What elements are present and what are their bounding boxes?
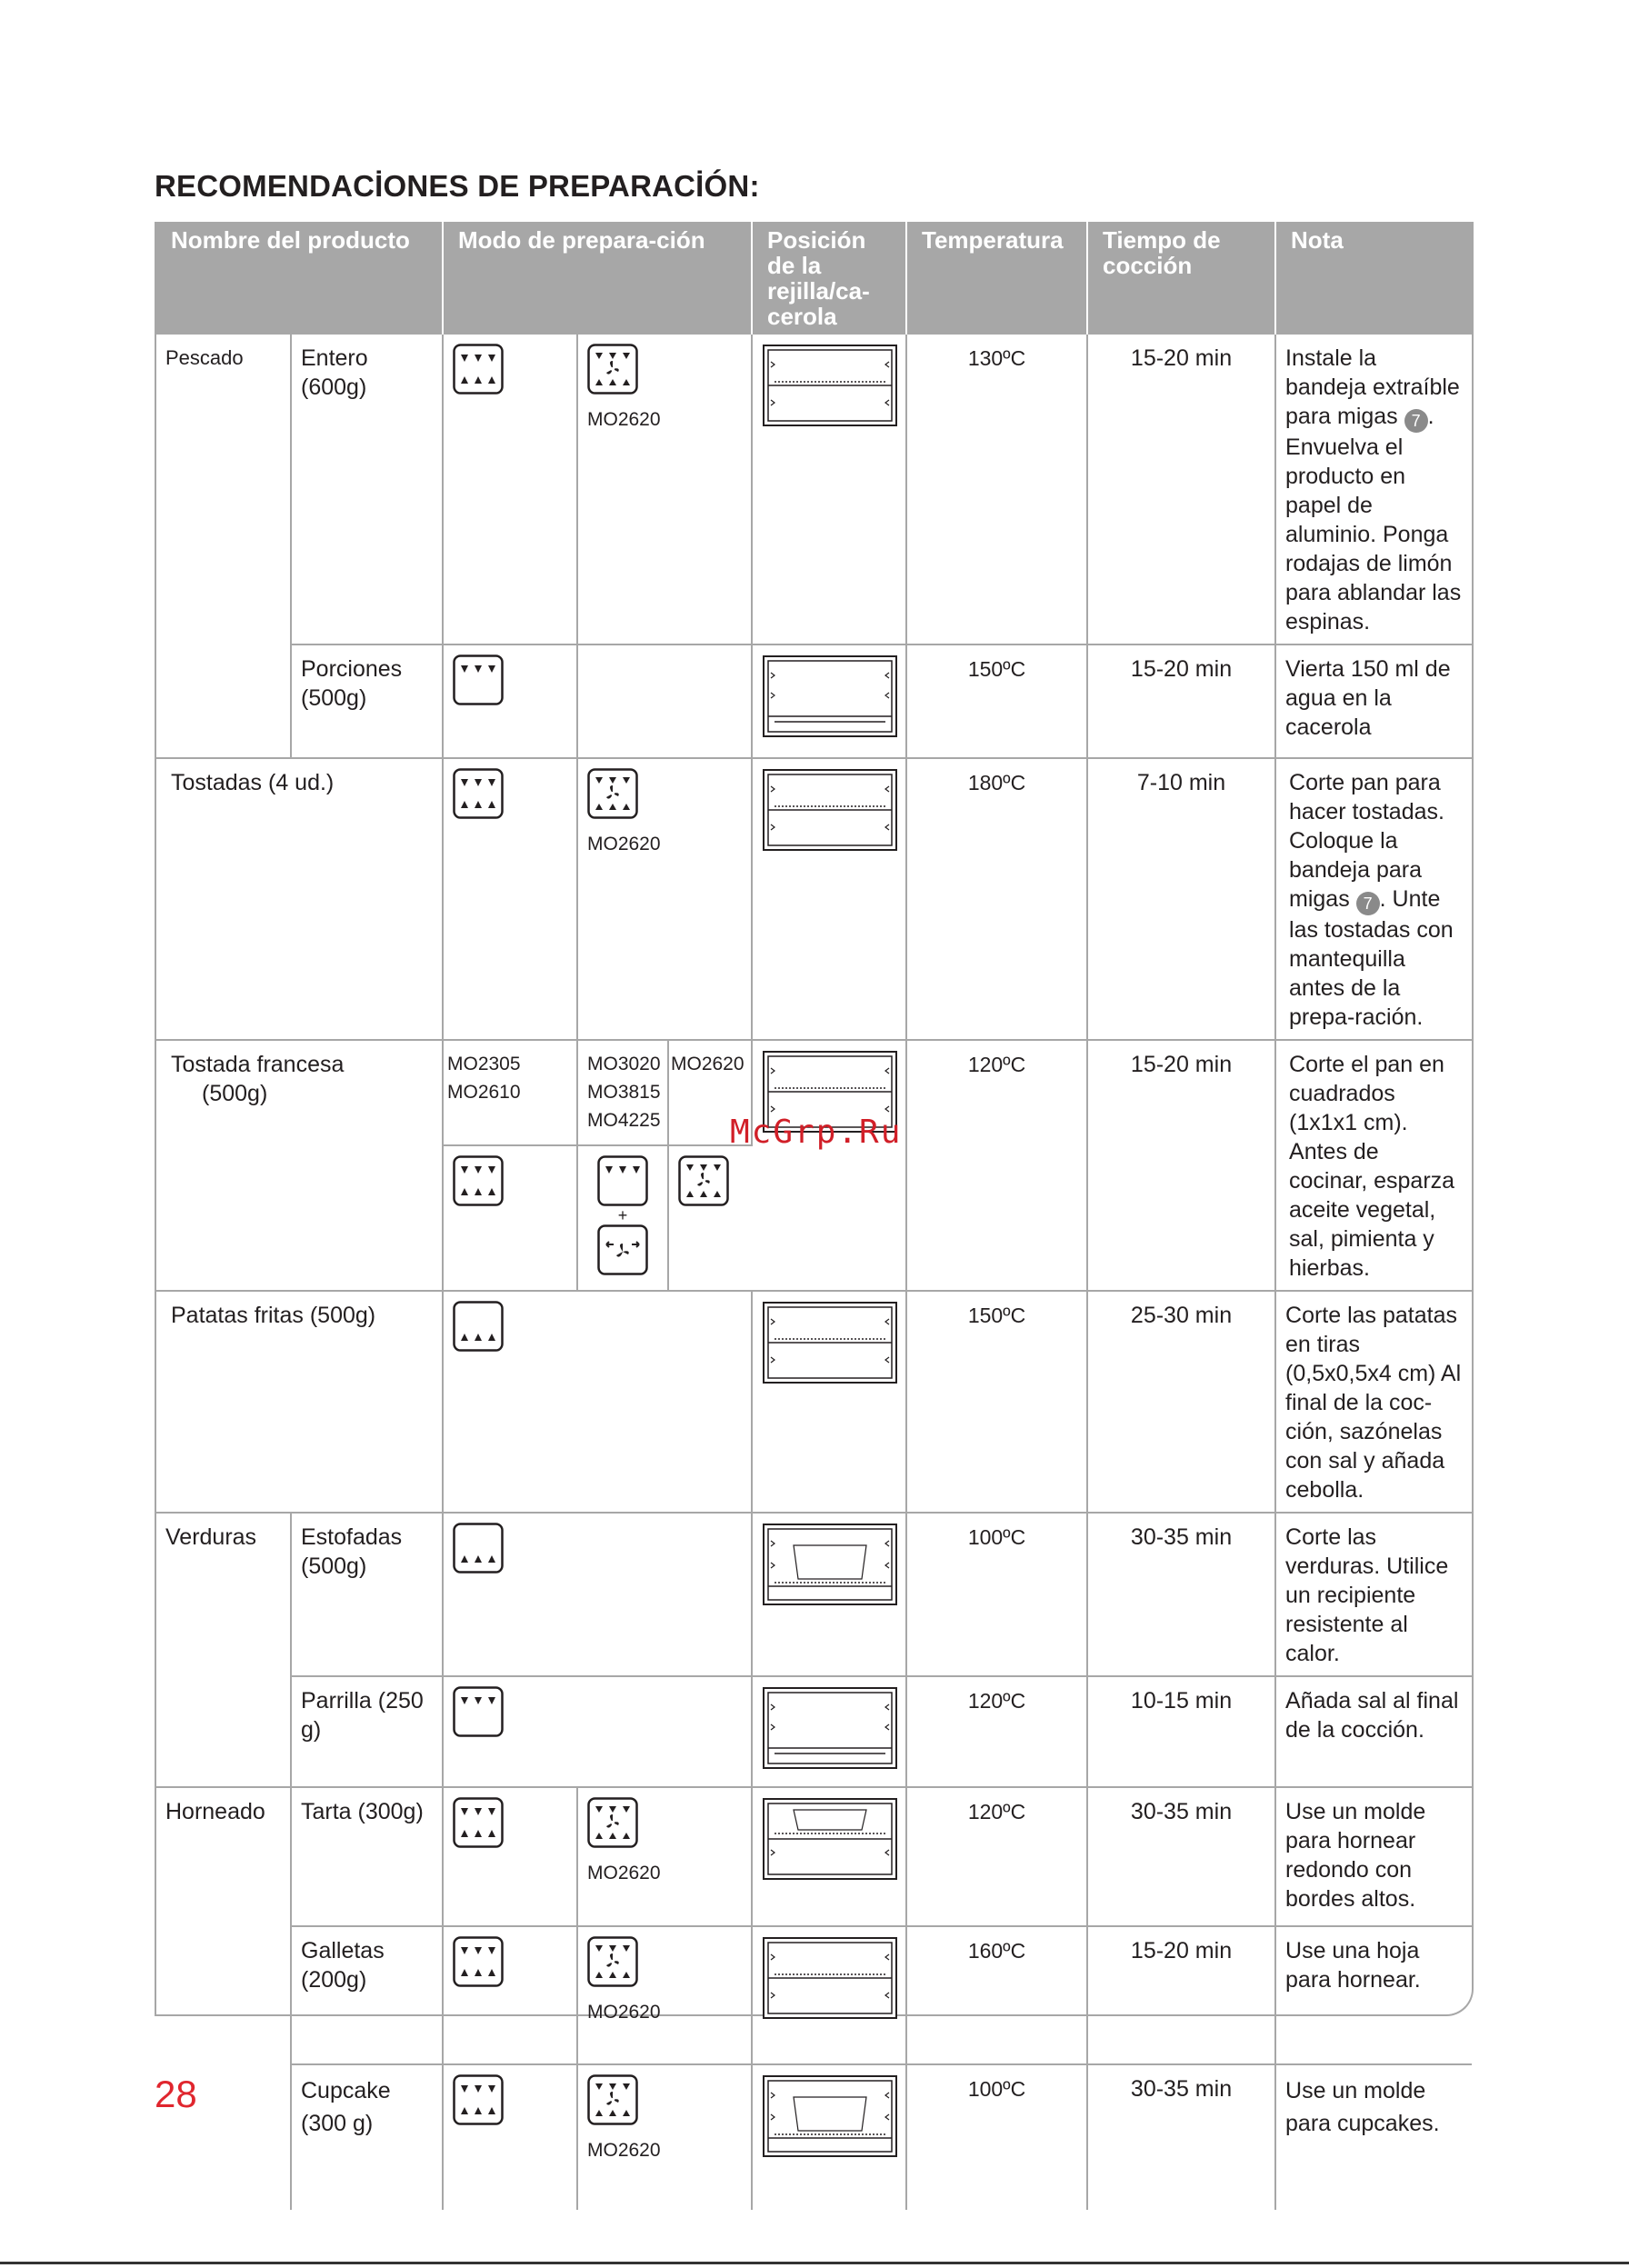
model-label: MO2620 [587, 834, 661, 854]
mode-cell [443, 2064, 577, 2210]
time-value: 30-35 min [1087, 1787, 1275, 1926]
note-text: . Unte las tostadas con mantequilla antes de la prepa-ración. [1289, 886, 1454, 1030]
rack-middle-position-icon [762, 1301, 898, 1384]
note-text: Añada sal al final de la cocción. [1275, 1676, 1472, 1787]
top-bottom-fan-heating-icon [587, 344, 638, 395]
mode-cell [668, 1145, 752, 1291]
time-value: 25-30 min [1087, 1291, 1275, 1513]
mode-cell [443, 644, 577, 758]
position-cell [752, 1926, 906, 2064]
temperature-value: 120ºC [906, 1676, 1087, 1787]
tray-bottom-position-icon [762, 2074, 898, 2158]
model-label: MO2620 [587, 1863, 661, 1883]
tray-middle-position-icon [762, 1797, 898, 1881]
product-name: Porciones (500g) [291, 644, 443, 758]
bottom-heating-icon [453, 1523, 504, 1574]
time-value: 15-20 min [1087, 1926, 1275, 2064]
top-heating-icon [597, 1155, 648, 1206]
model-label: MO2620 [587, 2002, 661, 2023]
mode-cell [577, 334, 752, 644]
rack-bottom-position-icon [762, 1686, 898, 1770]
temperature-value: 160ºC [906, 1926, 1087, 2064]
mode-cell [443, 1291, 752, 1513]
model-label: MO3020 [587, 1054, 661, 1074]
product-name: Entero (600g) [291, 334, 443, 644]
time-value: 15-20 min [1087, 644, 1275, 758]
header-time: Tiempo de cocción [1087, 222, 1275, 334]
product-name-cell [156, 1040, 443, 1291]
page-title: RECOMENDACİONES DE PREPARACİÓN: [155, 169, 760, 203]
product-name: Tarta (300g) [291, 1787, 443, 1926]
product-name: Patatas fritas (500g) [156, 1291, 443, 1513]
mode-cell [577, 1926, 752, 2064]
mode-cell [443, 334, 577, 644]
top-bottom-heating-icon [453, 1936, 504, 1987]
mode-cell [577, 1145, 668, 1291]
fan-icon [597, 1224, 648, 1275]
product-name: Tostadas (4 ud.) [156, 758, 443, 1040]
product-group: Pescado [156, 334, 291, 758]
position-cell [752, 644, 906, 758]
time-value: 30-35 min [1087, 1513, 1275, 1676]
mode-cell [443, 758, 577, 1040]
plus-sign: + [617, 1206, 628, 1224]
table-row [156, 1513, 1472, 1676]
note-text: Use un molde para cupcakes. [1275, 2064, 1472, 2210]
temperature-value: 150ºC [906, 644, 1087, 758]
time-value: 30-35 min [1087, 2064, 1275, 2210]
top-heating-icon [453, 654, 504, 705]
mode-cell [443, 1676, 752, 1787]
table-row [156, 644, 1472, 758]
tray-bottom-position-icon [762, 1523, 898, 1606]
temperature-value: 120ºC [906, 1787, 1087, 1926]
model-label: MO2610 [447, 1082, 521, 1103]
product-weight: (500g) [202, 1081, 268, 1106]
model-label: MO2620 [587, 2140, 661, 2161]
mode-cell [577, 644, 752, 758]
rack-middle-position-icon [762, 344, 898, 427]
top-bottom-fan-heating-icon [587, 1936, 638, 1987]
product-name: Galletas (200g) [291, 1926, 443, 2064]
product-name: Estofadas (500g) [291, 1513, 443, 1676]
model-list [577, 1040, 668, 1145]
rack-middle-position-icon [762, 1936, 898, 2020]
table-row [156, 1787, 1472, 1926]
position-cell [752, 2064, 906, 2210]
top-bottom-heating-icon [453, 344, 504, 395]
top-bottom-fan-heating-icon [678, 1155, 729, 1206]
top-bottom-fan-heating-icon [587, 1797, 638, 1848]
top-bottom-heating-icon [453, 2074, 504, 2125]
header-note: Nota [1275, 222, 1472, 334]
time-value: 7-10 min [1087, 758, 1275, 1040]
temperature-value: 130ºC [906, 334, 1087, 644]
product-name: Parrilla (250 g) [291, 1676, 443, 1787]
mode-cell [443, 1513, 752, 1676]
note-text: Corte las verduras. Utilice un recipiente resistente al calor. [1275, 1513, 1472, 1676]
header-product: Nombre del producto [156, 222, 443, 334]
product-name: Cupcake (300 g) [291, 2064, 443, 2210]
header-position: Posición de la rejilla/ca-cerola [752, 222, 906, 334]
crumb-tray-number-badge: 7 [1404, 409, 1428, 433]
header-mode: Modo de prepara-ción [443, 222, 752, 334]
time-value: 15-20 min [1087, 1040, 1275, 1291]
temperature-value: 100ºC [906, 2064, 1087, 2210]
product-group: Horneado [156, 1787, 291, 2210]
mode-cell [577, 1787, 752, 1926]
table-row [156, 334, 1472, 644]
position-cell [752, 1040, 906, 1291]
model-label: MO2620 [587, 409, 661, 430]
table-row [156, 2064, 1472, 2210]
model-label: MO3815 [587, 1082, 661, 1103]
table-row [156, 758, 1472, 1040]
temperature-value: 120ºC [906, 1040, 1087, 1291]
position-cell [752, 1513, 906, 1676]
top-bottom-heating-icon [453, 1797, 504, 1848]
mode-cell [443, 1926, 577, 2064]
note-text: . Envuelva el producto en papel de aluminio. Ponga rodajas de limón para ablandar las espinas. [1285, 404, 1462, 634]
crumb-tray-number-badge: 7 [1356, 892, 1380, 915]
position-cell [752, 334, 906, 644]
note-text: Instale la bandeja extraíble para migas [1285, 345, 1460, 429]
header-row [156, 222, 1472, 334]
top-bottom-fan-heating-icon [587, 2074, 638, 2125]
note-text: Corte las patatas en tiras (0,5x0,5x4 cm) Al final de la coc-ción, sazónelas con sal y añada cebolla. [1275, 1291, 1472, 1513]
temperature-value: 180ºC [906, 758, 1087, 1040]
top-heating-icon [453, 1686, 504, 1737]
recommendations-table [156, 222, 1472, 2210]
watermark: McGrp.Ru [730, 1114, 903, 1151]
model-label: MO2305 [447, 1054, 521, 1074]
bottom-heating-icon [453, 1301, 504, 1352]
top-bottom-heating-icon [453, 1155, 504, 1206]
page-number: 28 [155, 2073, 197, 2115]
page-bottom-rule [0, 2262, 1629, 2264]
position-cell [752, 1676, 906, 1787]
mode-cell [577, 758, 752, 1040]
model-label: MO2620 [671, 1054, 745, 1074]
position-cell [752, 758, 906, 1040]
note-text: Corte el pan en cuadrados (1x1x1 cm). Antes de cocinar, esparza aceite vegetal, sal, pimienta y hierbas. [1275, 1040, 1472, 1291]
top-bottom-fan-heating-icon [587, 768, 638, 819]
position-cell [752, 1291, 906, 1513]
model-label: MO4225 [587, 1110, 661, 1131]
table-row [156, 1926, 1472, 2064]
product-group: Verduras [156, 1513, 291, 1787]
temperature-value: 150ºC [906, 1291, 1087, 1513]
time-value: 15-20 min [1087, 334, 1275, 644]
position-cell [752, 1787, 906, 1926]
model-list [443, 1040, 577, 1145]
note-text: Use un molde para hornear redondo con bordes altos. [1275, 1787, 1472, 1926]
mode-cell [443, 1787, 577, 1926]
header-temperature: Temperatura [906, 222, 1087, 334]
table-row [156, 1291, 1472, 1513]
note-cell [1275, 334, 1472, 644]
product-name: Tostada francesa [171, 1052, 345, 1077]
rack-middle-position-icon [762, 768, 898, 852]
time-value: 10-15 min [1087, 1676, 1275, 1787]
table-row [156, 1676, 1472, 1787]
note-text: Corte pan para hacer tostadas. Coloque la bandeja para migas [1289, 770, 1444, 912]
note-cell [1275, 758, 1472, 1040]
note-text: Vierta 150 ml de agua en la cacerola [1275, 644, 1472, 758]
mode-cell [443, 1145, 577, 1291]
mode-cell [577, 2064, 752, 2210]
rack-bottom-position-icon [762, 654, 898, 738]
note-text: Use una hoja para hornear. [1275, 1926, 1472, 2064]
top-bottom-heating-icon [453, 768, 504, 819]
temperature-value: 100ºC [906, 1513, 1087, 1676]
